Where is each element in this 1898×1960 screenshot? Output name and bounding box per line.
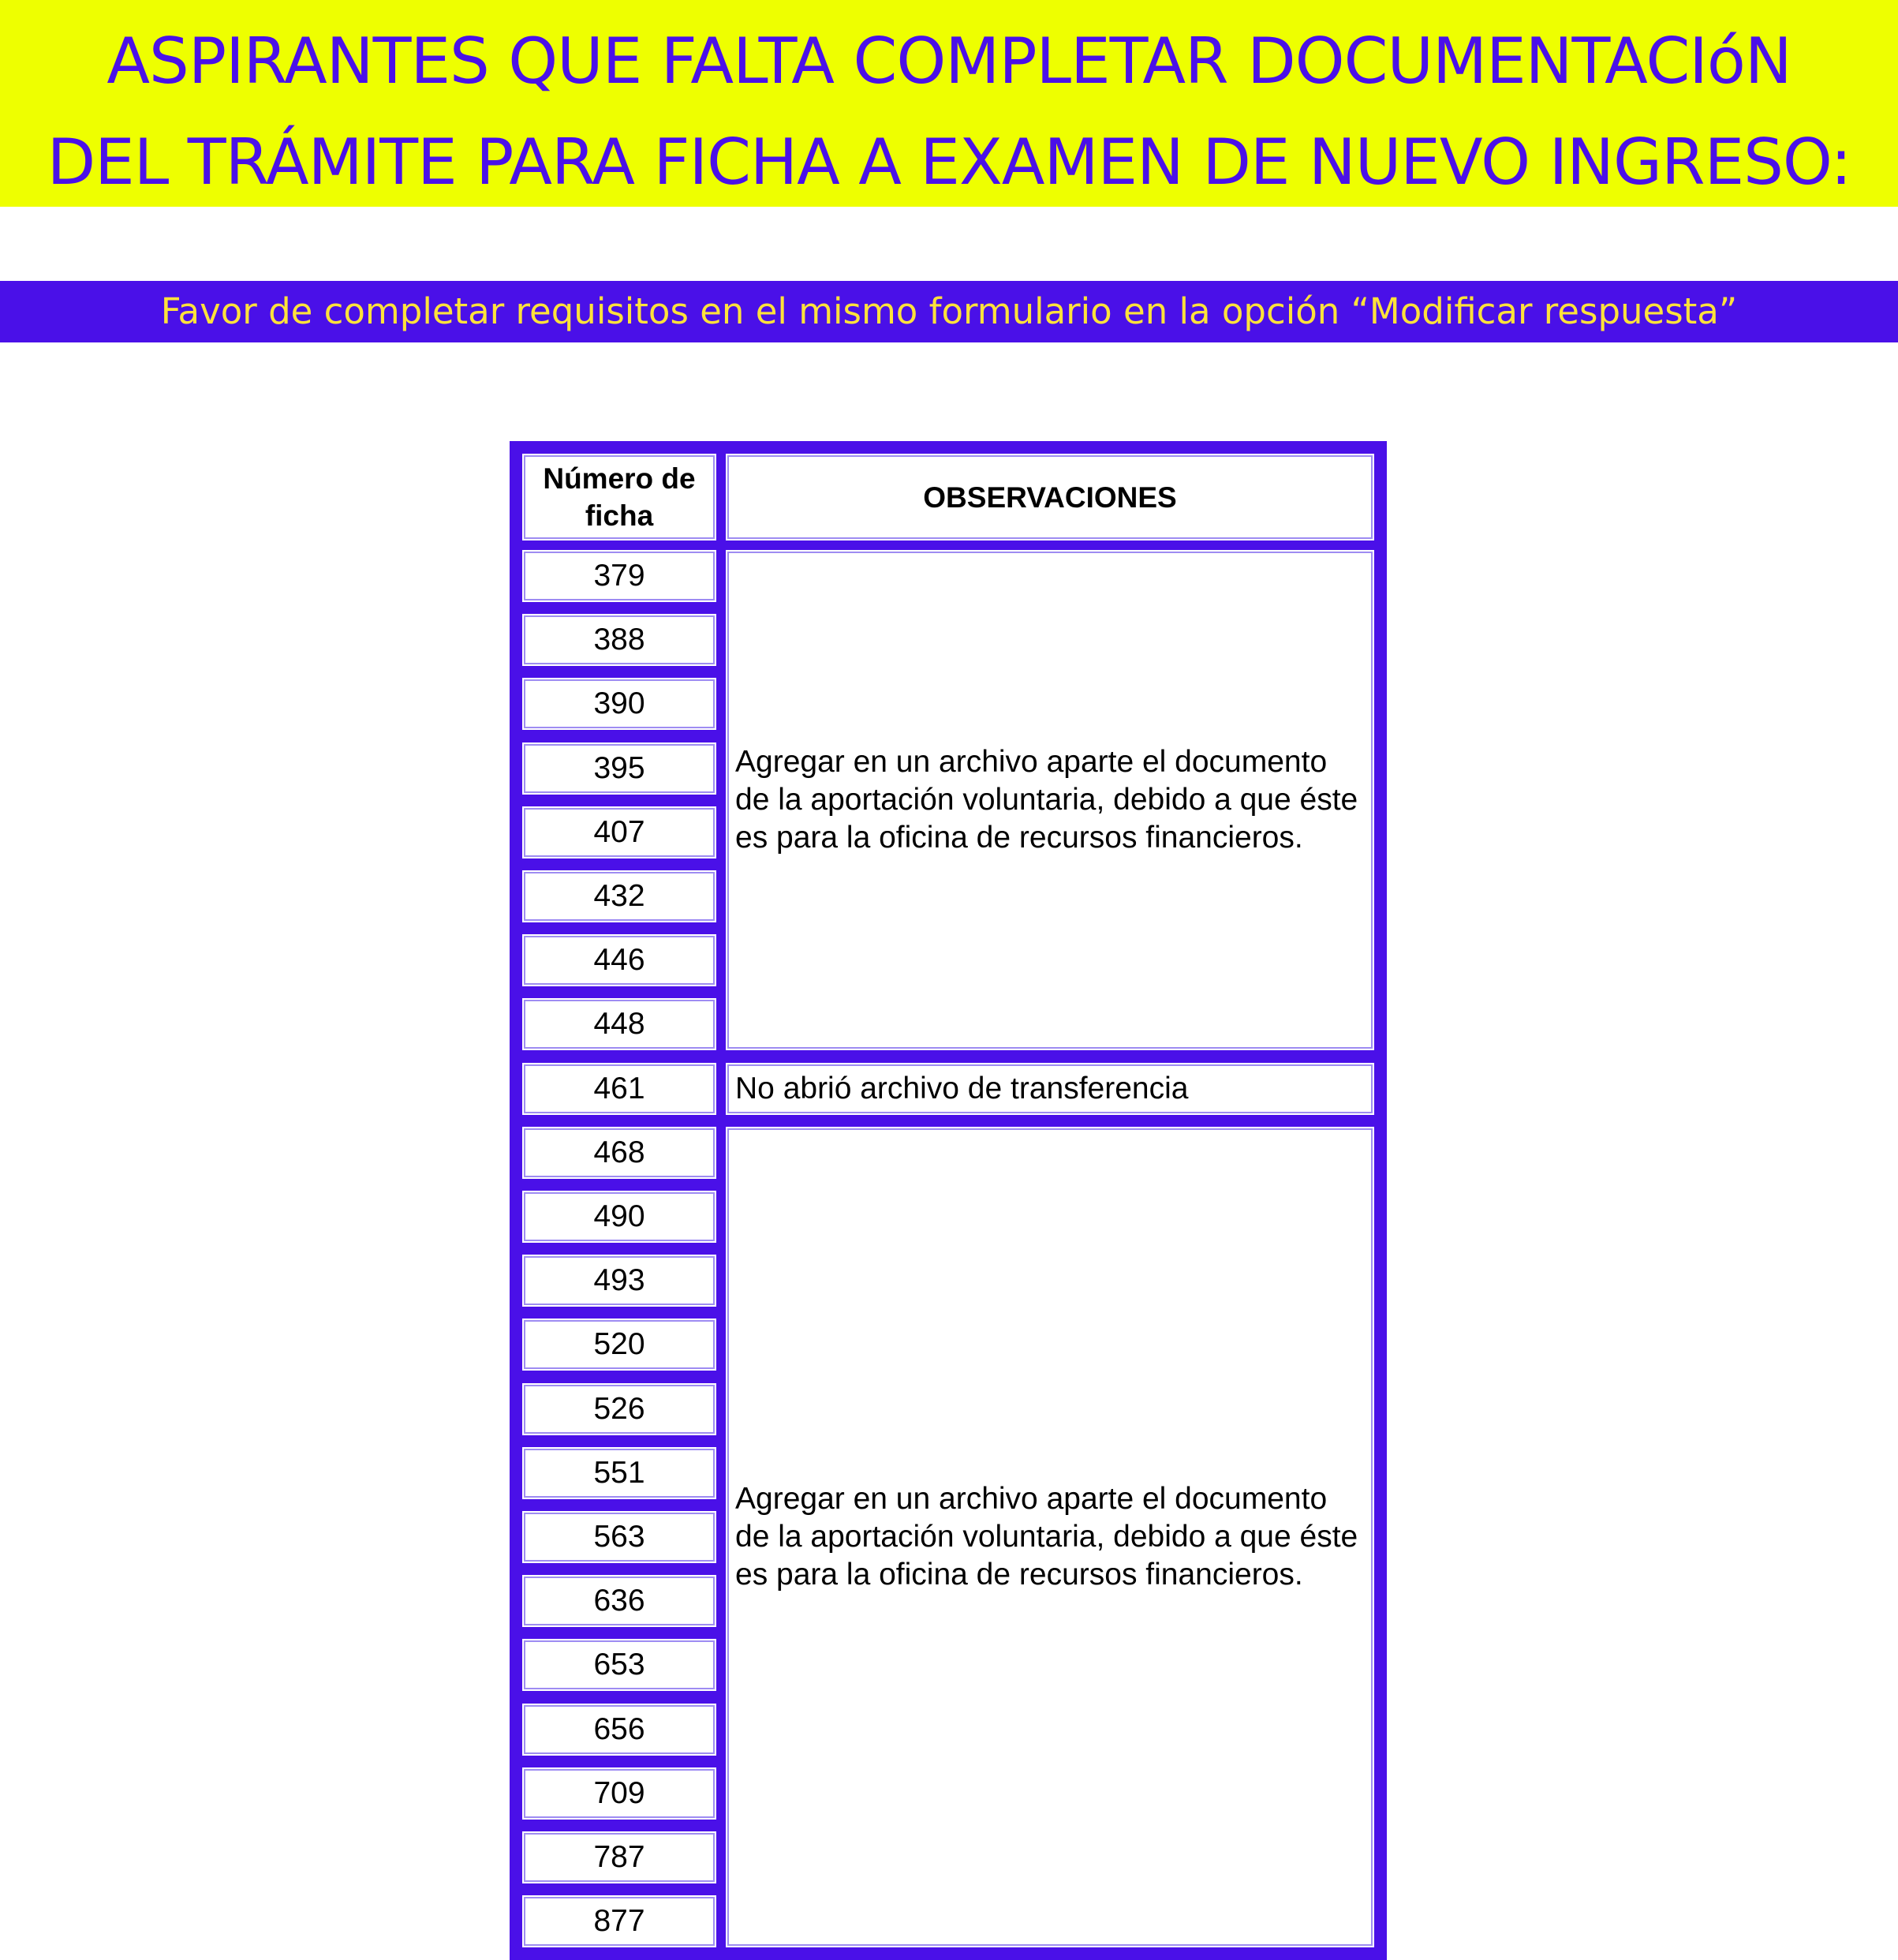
ficha-number-cell: 490 [521, 1189, 718, 1244]
ficha-number-cell: 563 [521, 1509, 718, 1565]
ficha-number-cell: 787 [521, 1830, 718, 1885]
ficha-number-cell: 446 [521, 933, 718, 988]
ficha-number-cell: 520 [521, 1317, 718, 1372]
observation-cell: No abrió archivo de transferencia [724, 1061, 1376, 1117]
page-title-line-2: DEL TRÁMITE PARA FICHA A EXAMEN DE NUEVO INGRESO: [47, 125, 1851, 199]
column-header-number: Número de ficha [521, 452, 718, 542]
ficha-number-cell: 877 [521, 1894, 718, 1949]
observation-cell: Agregar en un archivo aparte el documento de la aportación voluntaria, debido a que éste es para la oficina de recursos financieros. [724, 548, 1376, 1052]
fichas-table [510, 441, 1387, 1960]
instructions-banner: Favor de completar requisitos en el mismo formulario en la opción “Modificar respuesta” [0, 281, 1898, 342]
ficha-number-cell: 468 [521, 1125, 718, 1180]
ficha-number-cell: 461 [521, 1061, 718, 1117]
observation-cell: Agregar en un archivo aparte el documento de la aportación voluntaria, debido a que éste es para la oficina de recursos financieros. [724, 1125, 1376, 1949]
ficha-number-cell: 656 [521, 1702, 718, 1757]
ficha-number-cell: 407 [521, 805, 718, 860]
ficha-number-cell: 390 [521, 676, 718, 731]
ficha-number-cell: 388 [521, 612, 718, 668]
ficha-number-cell: 709 [521, 1766, 718, 1821]
ficha-number-cell: 448 [521, 997, 718, 1052]
ficha-number-cell: 379 [521, 548, 718, 604]
ficha-number-cell: 395 [521, 741, 718, 796]
column-header-observations: OBSERVACIONES [724, 452, 1376, 542]
ficha-number-cell: 551 [521, 1446, 718, 1501]
ficha-number-cell: 653 [521, 1637, 718, 1693]
ficha-number-cell: 432 [521, 869, 718, 924]
ficha-number-cell: 493 [521, 1253, 718, 1308]
page-title-line-1: ASPIRANTES QUE FALTA COMPLETAR DOCUMENTACIóN [106, 24, 1792, 98]
ficha-number-cell: 526 [521, 1382, 718, 1437]
ficha-number-cell: 636 [521, 1573, 718, 1629]
title-banner [0, 0, 1898, 207]
